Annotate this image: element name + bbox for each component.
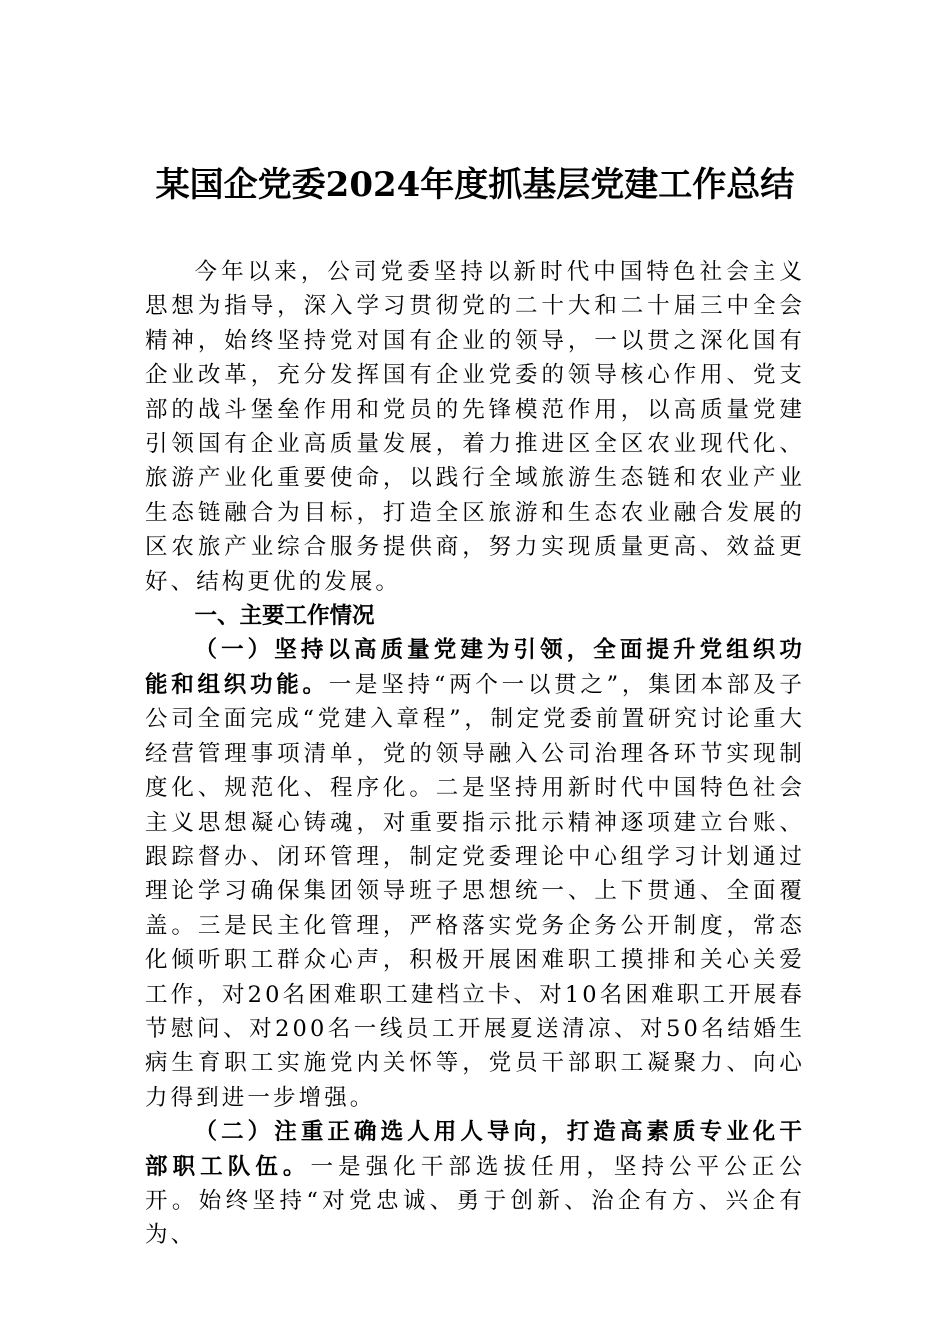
subsection-1-paragraph: [145, 633, 805, 1115]
subsection-2-title: （二）注重正确选人用人导向，打造高素质专业化干部职工队伍。: [145, 1119, 805, 1180]
subsection-2-paragraph: [145, 1115, 805, 1253]
subsection-1-title: （一）坚持以高质量党建为引领，全面提升党组织功能和组织功能。: [145, 637, 805, 698]
document-title: 某国企党委2024年度抓基层党建工作总结: [155, 165, 795, 205]
document-body: [145, 255, 805, 1253]
subsection-2-body: 一是强化干部选拔任用，坚持公平公正公开。始终坚持“对党忠诚、勇于创新、治企有方、兴企有为、: [145, 1153, 805, 1249]
subsection-1-body: 一是坚持“两个一以贯之”，集团本部及子公司全面完成“党建入章程”，制定党委前置研究讨论重大经营管理事项清单，党的领导融入公司治理各环节实现制度化、规范化、程序化。二是坚持用新时代中国特色社会主义思想凝心铸魂，对重要指示批示精神逐项建立台账、跟踪督办、闭环管理，制定党委理论中心组学习计划通过理论学习确保集团领导班子思想统一、上下贯通、全面覆盖。三是民主化管理，严格落实党务企务公开制度，常态化倾听职工群众心声，积极开展困难职工摸排和关心关爱工作，对20名困难职工建档立卡、对10名困难职工开展春节慰问、对200名一线员工开展夏送清凉、对50名结婚生病生育职工实施党内关怀等，党员干部职工凝聚力、向心力得到进一步增强。: [145, 671, 806, 1111]
intro-paragraph: 今年以来，公司党委坚持以新时代中国特色社会主义思想为指导，深入学习贯彻党的二十大和二十届三中全会精神，始终坚持党对国有企业的领导，一以贯之深化国有企业改革，充分发挥国有企业党委的领导核心作用、党支部的战斗堡垒作用和党员的先锋模范作用，以高质量党建引领国有企业高质量发展，着力推进区全区农业现代化、旅游产业化重要使命，以践行全域旅游生态链和农业产业生态链融合为目标，打造全区旅游和生态农业融合发展的区农旅产业综合服务提供商，努力实现质量更高、效益更好、结构更优的发展。: [145, 259, 805, 595]
section-heading: 一、主要工作情况: [194, 603, 375, 630]
